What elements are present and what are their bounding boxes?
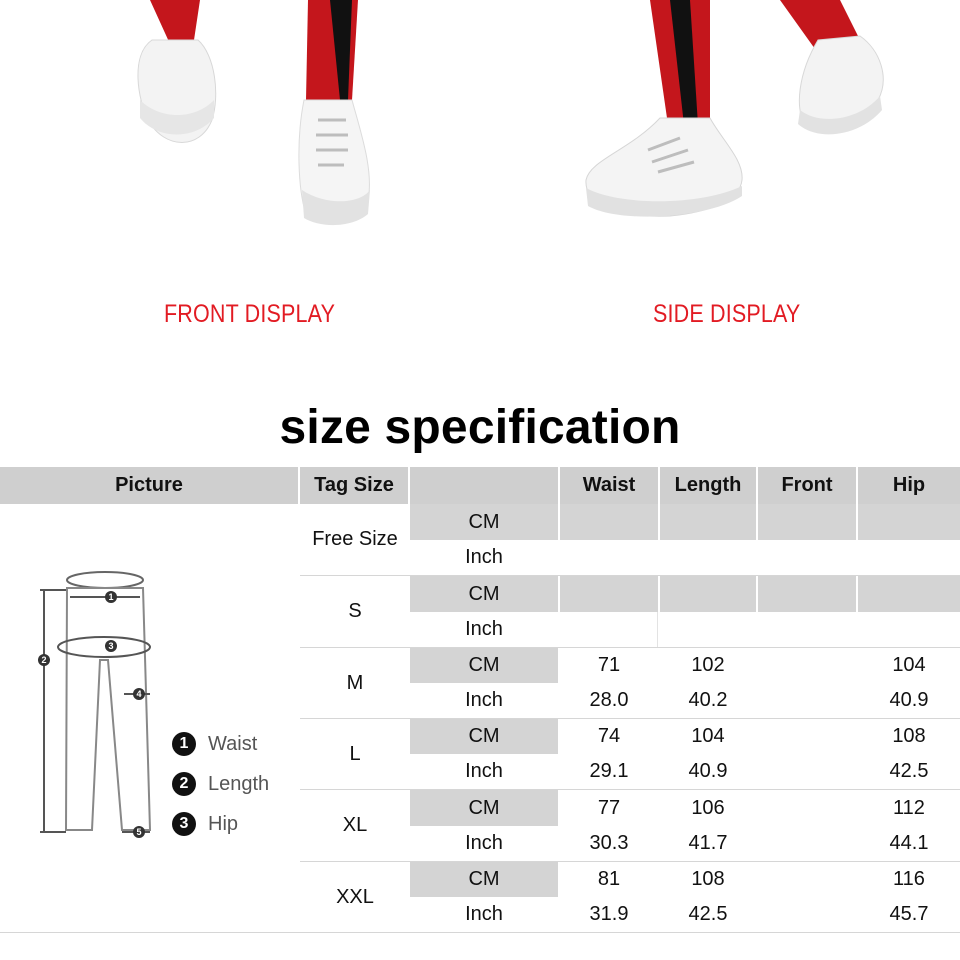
header-tag-size: Tag Size bbox=[300, 467, 410, 504]
waist-cell: 29.1 bbox=[589, 760, 629, 782]
hip-cell bbox=[858, 504, 960, 540]
front-cell bbox=[758, 754, 856, 789]
hip-cell: 45.7 bbox=[889, 903, 929, 925]
legend-waist bbox=[172, 732, 257, 756]
length-cell: 42.5 bbox=[688, 903, 728, 925]
unit-cell: CM bbox=[410, 719, 558, 754]
unit-cell: CM bbox=[410, 862, 558, 897]
front-cell bbox=[758, 648, 856, 683]
waist-cell: 81 bbox=[597, 868, 621, 890]
length-cell: 106 bbox=[691, 796, 725, 819]
header-front: Front bbox=[758, 467, 858, 504]
marker-3: 3 bbox=[108, 641, 114, 651]
header-length: Length bbox=[660, 467, 758, 504]
length-cell: 104 bbox=[691, 725, 725, 747]
hip-cell: 116 bbox=[893, 868, 925, 890]
waist-cell: 74 bbox=[597, 725, 621, 747]
length-cell: 102 bbox=[691, 654, 725, 676]
header-picture: Picture bbox=[0, 467, 300, 504]
legend-hip bbox=[172, 812, 238, 836]
length-cell bbox=[660, 540, 756, 575]
length-cell bbox=[660, 504, 756, 540]
hip-cell bbox=[858, 612, 960, 647]
front-cell bbox=[758, 719, 856, 754]
legend-number: 2 bbox=[172, 772, 196, 796]
waist-cell: 31.9 bbox=[589, 903, 629, 925]
hip-cell: 108 bbox=[892, 725, 926, 747]
tag-size-cell: L bbox=[349, 742, 361, 765]
front-display-photo bbox=[90, 0, 410, 280]
tag-size-cell: XXL bbox=[336, 885, 374, 908]
length-cell bbox=[660, 576, 756, 612]
hip-cell: 42.5 bbox=[889, 760, 929, 782]
waist-cell: 71 bbox=[597, 654, 621, 676]
tag-size-cell: XL bbox=[342, 814, 368, 836]
length-cell: 108 bbox=[691, 868, 725, 890]
header-unit bbox=[410, 467, 560, 504]
waist-cell bbox=[560, 504, 658, 540]
pants-outline-icon bbox=[0, 540, 170, 880]
waist-cell bbox=[560, 612, 658, 647]
unit-cell: Inch bbox=[465, 760, 503, 782]
legend-number: 3 bbox=[172, 812, 196, 836]
length-cell: 40.2 bbox=[688, 689, 728, 711]
side-display-photo bbox=[560, 0, 920, 280]
front-cell bbox=[758, 612, 856, 647]
front-cell bbox=[758, 897, 856, 932]
front-cell bbox=[758, 862, 856, 897]
unit-cell: CM bbox=[410, 576, 558, 612]
waist-cell: 28.0 bbox=[589, 689, 629, 711]
marker-4: 4 bbox=[136, 689, 142, 699]
legend-number: 1 bbox=[172, 732, 196, 756]
hip-cell bbox=[858, 576, 960, 612]
hip-cell bbox=[858, 540, 960, 575]
marker-1: 1 bbox=[108, 592, 114, 602]
unit-cell: Inch bbox=[465, 832, 503, 854]
header-waist: Waist bbox=[560, 467, 660, 504]
hip-cell: 104 bbox=[892, 654, 926, 676]
waist-cell: 30.3 bbox=[589, 832, 629, 854]
front-cell bbox=[758, 576, 856, 612]
unit-cell: Inch bbox=[465, 618, 503, 640]
waist-cell bbox=[560, 540, 658, 575]
unit-cell: CM bbox=[410, 790, 558, 826]
tag-size-cell: M bbox=[346, 671, 364, 694]
side-display-label: SIDE DISPLAY bbox=[653, 300, 801, 328]
length-cell: 40.9 bbox=[688, 760, 728, 782]
legend-length bbox=[172, 772, 269, 796]
marker-5: 5 bbox=[136, 827, 142, 837]
front-cell bbox=[758, 504, 856, 540]
page-title: size specification bbox=[279, 401, 681, 454]
header-hip: Hip bbox=[858, 467, 960, 504]
legend-label: Waist bbox=[208, 732, 258, 755]
front-cell bbox=[758, 790, 856, 826]
legend-label: Hip bbox=[208, 812, 239, 835]
front-cell bbox=[758, 540, 856, 575]
front-cell bbox=[758, 683, 856, 718]
hip-cell: 112 bbox=[893, 796, 925, 819]
unit-cell: Inch bbox=[465, 903, 503, 925]
unit-cell: CM bbox=[410, 504, 558, 540]
unit-cell: CM bbox=[410, 648, 558, 683]
pants-measurement-diagram bbox=[0, 540, 300, 880]
front-cell bbox=[758, 826, 856, 861]
front-display-label: FRONT DISPLAY bbox=[164, 300, 336, 328]
length-cell: 41.7 bbox=[688, 832, 728, 854]
legend-label: Length bbox=[208, 772, 270, 795]
unit-cell: Inch bbox=[465, 689, 503, 711]
waist-cell: 77 bbox=[597, 796, 621, 819]
length-cell bbox=[660, 612, 756, 647]
unit-cell: Inch bbox=[465, 546, 503, 568]
marker-2: 2 bbox=[41, 655, 47, 665]
tag-size-cell: S bbox=[348, 600, 362, 622]
waist-cell bbox=[560, 576, 658, 612]
tag-size-cell: Free Size bbox=[312, 528, 398, 550]
hip-cell: 44.1 bbox=[889, 832, 929, 854]
hip-cell: 40.9 bbox=[889, 689, 929, 711]
